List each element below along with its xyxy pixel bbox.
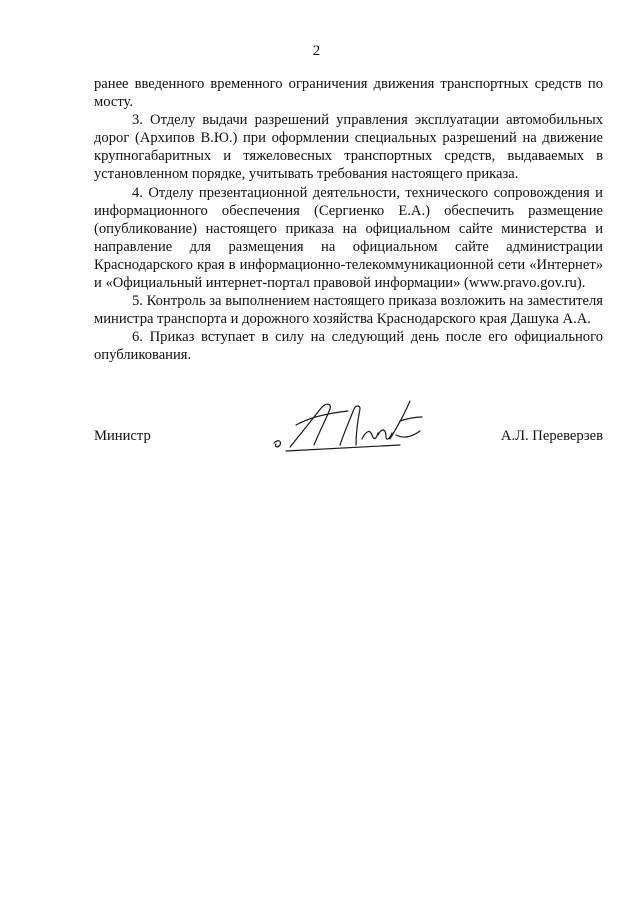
paragraph-item-6: 6. Приказ вступает в силу на следующий день после его официального опубликования. [94,329,603,364]
document-body [94,75,603,365]
paragraph-continuation: ранее введенного временного ограничения движения транспортных средств по мосту. [94,76,603,111]
signature-block [94,395,603,465]
handwritten-signature [270,395,440,455]
paragraph-item-4: 4. Отделу презентационной деятельности, технического сопровождения и информационного обеспечения (Сергиенко Е.А.) обеспечить размещение (опубликование) настоящего приказа на официальном сайте министерства и направление для размещения на официальном сайте администрации Краснодарского края в информационно-телекоммуникационной сети «Интернет» и «Официальный интернет-портал правовой информации» (www.pravo.gov.ru). [94,184,603,292]
signatory-name: А.Л. Переверзев [500,428,603,444]
paragraph-item-5: 5. Контроль за выполнением настоящего приказа возложить на заместителя министра транспорта и дорожного хозяйства Краснодарского края Дашука А.А. [94,293,603,328]
signatory-title: Министр [94,428,151,444]
paragraph-item-3: 3. Отделу выдачи разрешений управления эксплуатации автомобильных дорог (Архипов В.Ю.) при оформлении специальных разрешений на движение крупногабаритных и тяжеловесных транспортных средств, выдаваемых в установленном порядке, учитывать требования настоящего приказа. [94,112,603,183]
page-number: 2 [312,43,321,59]
